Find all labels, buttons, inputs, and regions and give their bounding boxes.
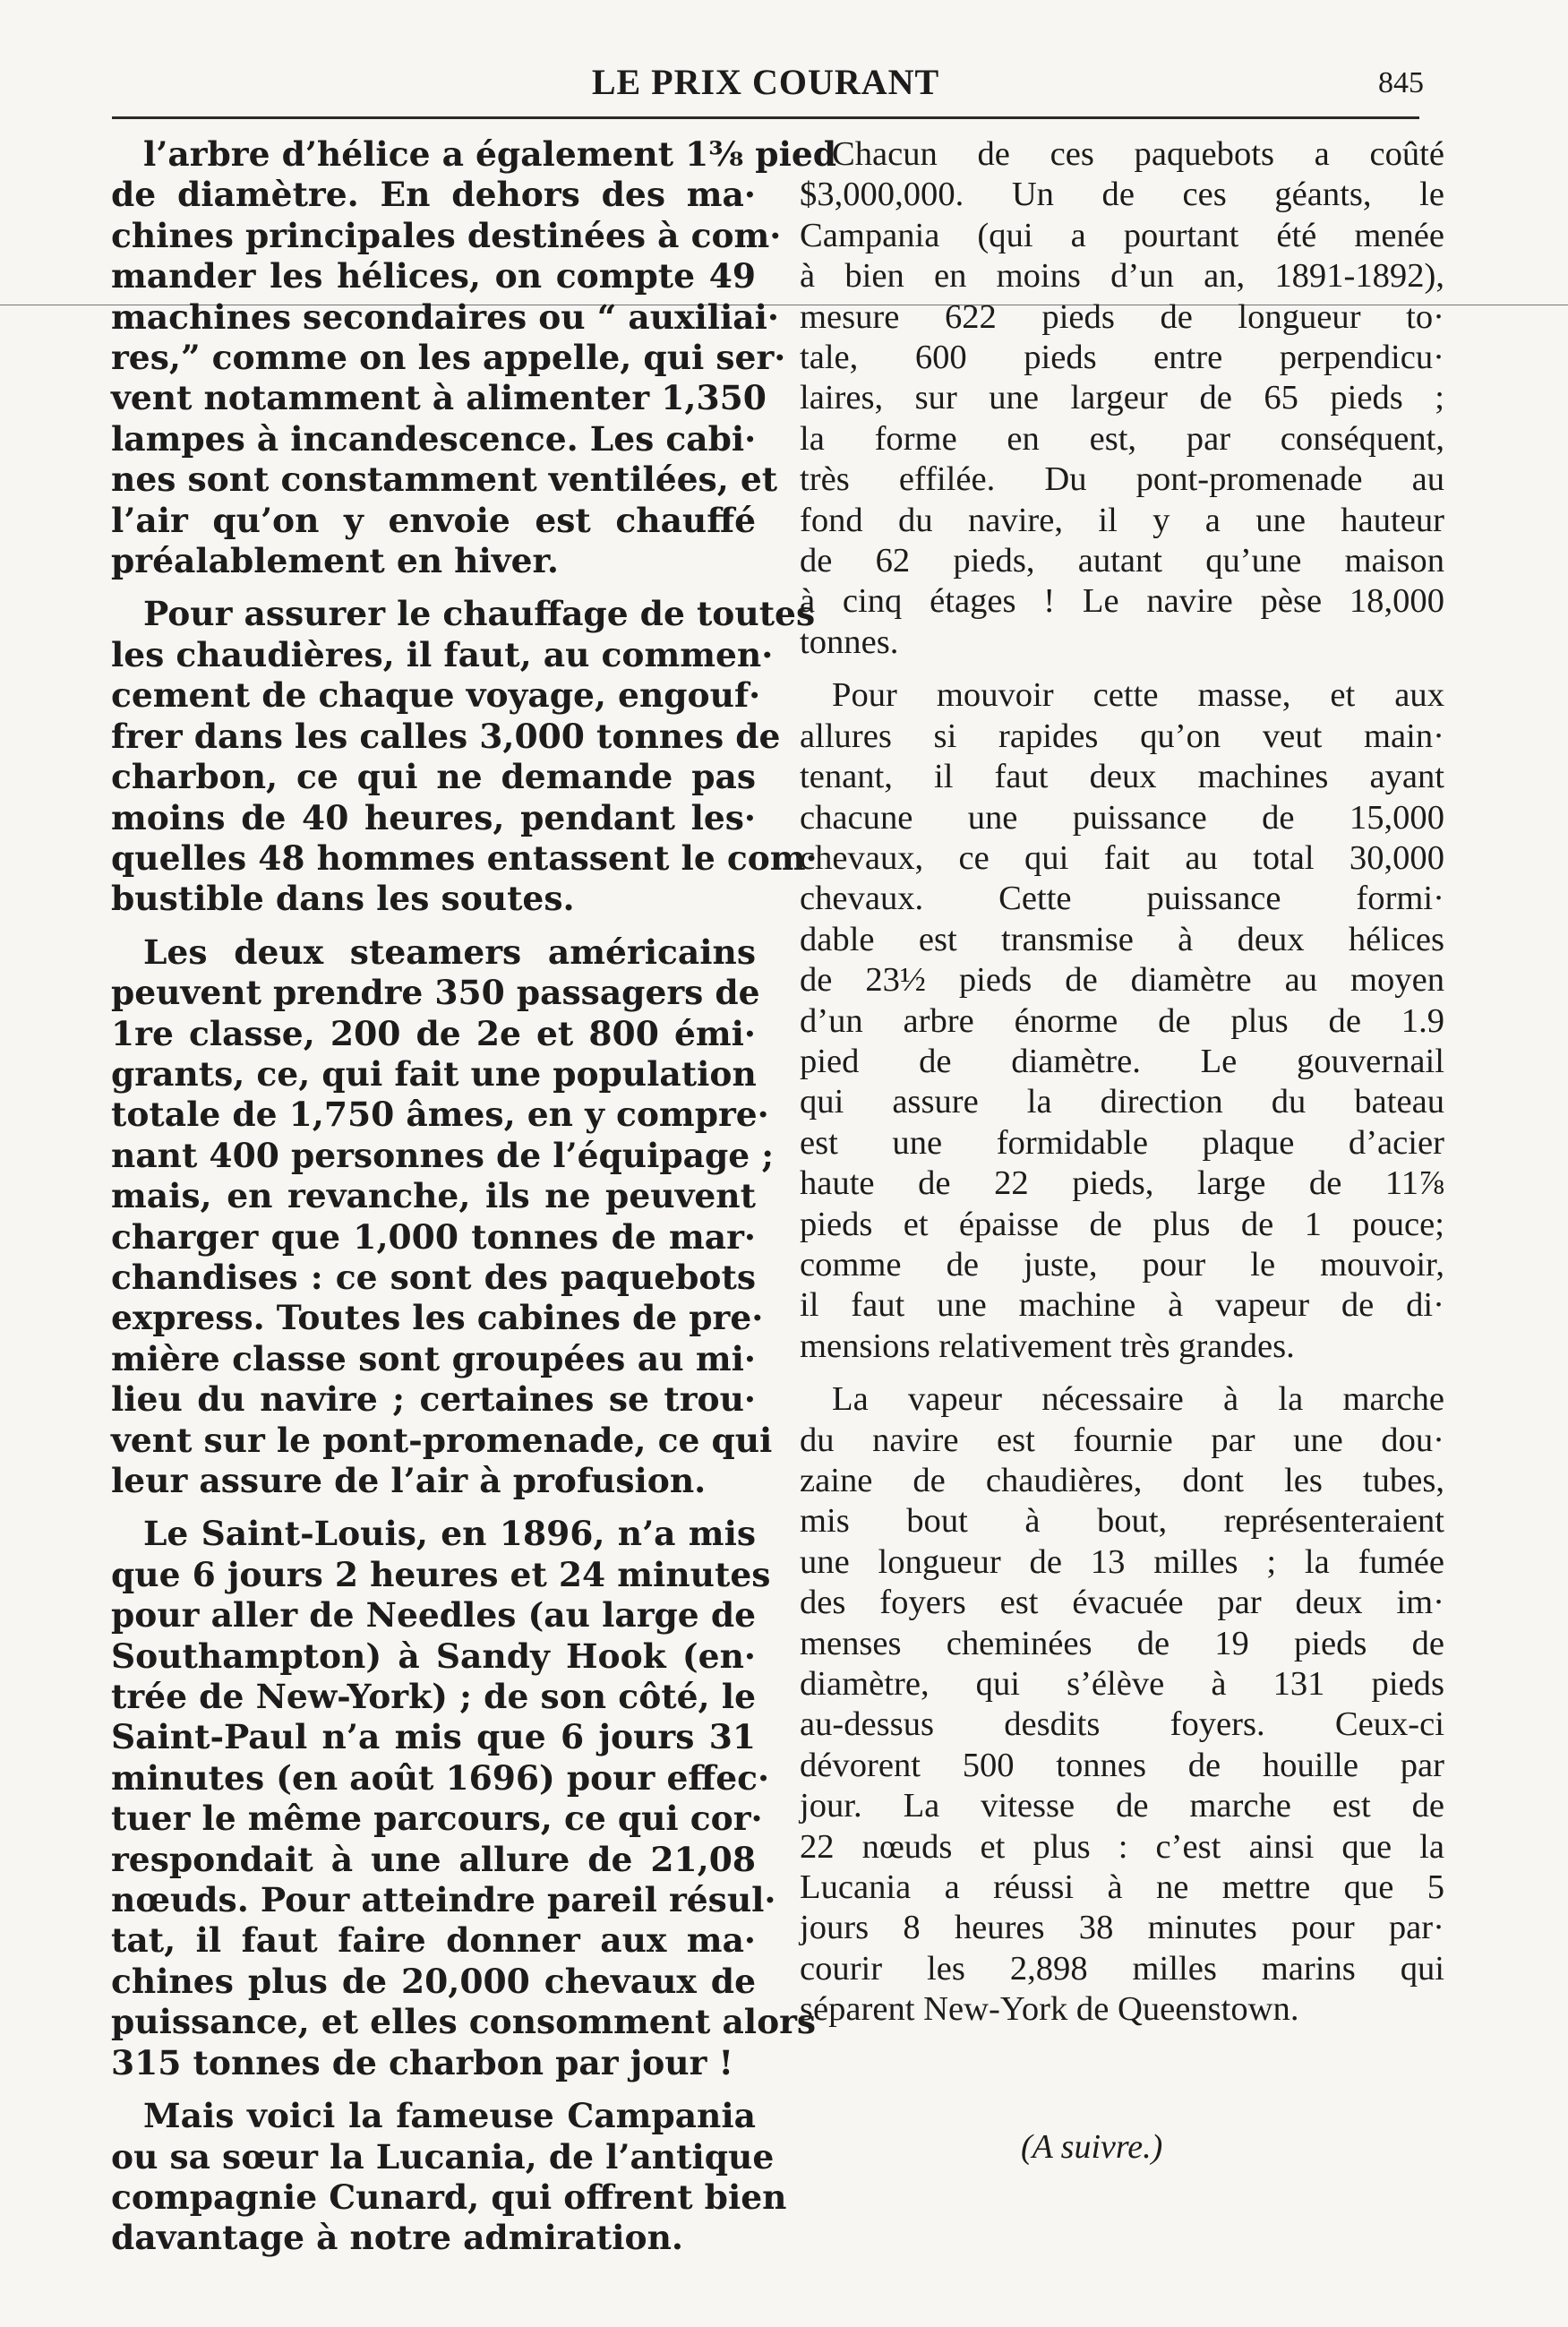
text-line: mis bout à bout, représenteraient xyxy=(800,1502,1444,1541)
text-line: de 62 pieds, autant qu’une maison xyxy=(800,542,1444,580)
text-line: express. Toutes les cabines de pre· xyxy=(111,1298,764,1338)
text-line: l’air qu’on y envoie est chauffé xyxy=(111,500,756,540)
paragraph xyxy=(800,675,1444,1367)
text-line: du navire est fournie par une dou· xyxy=(800,1421,1444,1459)
text-line: est une formidable plaque d’acier xyxy=(800,1123,1444,1162)
text-line: Pour assurer le chauffage de toutes xyxy=(143,594,816,634)
text-line: zaine de chaudières, dont les tubes, xyxy=(800,1462,1444,1499)
text-line: Mais voici la fameuse Campania xyxy=(143,2096,756,2136)
text-line: chevaux. Cette puissance formi· xyxy=(800,880,1444,918)
text-line: grants, ce, qui fait une population xyxy=(111,1053,757,1094)
text-line: diamètre, qui s’élève à 131 pieds xyxy=(800,1665,1444,1704)
text-line: courir les 2,898 milles marins qui xyxy=(800,1949,1444,1988)
text-line: Le Saint-Louis, en 1896, n’a mis xyxy=(143,1514,756,1554)
text-line: $3,000,000. Un de ces géants, le xyxy=(800,176,1444,214)
text-line: fond du navire, il y a une hauteur xyxy=(800,501,1444,539)
text-line: chines plus de 20,000 chevaux de xyxy=(111,1961,756,2001)
text-line: moins de 40 heures, pendant les· xyxy=(111,797,756,837)
text-line: nant 400 personnes de l’équipage ; xyxy=(111,1135,775,1175)
text-line: mais, en revanche, ils ne peuvent xyxy=(111,1176,756,1216)
page-header xyxy=(107,61,1424,106)
text-line: Pour mouvoir cette masse, et aux xyxy=(832,676,1444,715)
text-line: bustible dans les soutes. xyxy=(111,879,575,919)
text-line: leur assure de l’air à profusion. xyxy=(111,1461,707,1500)
text-line: à bien en moins d’un an, 1891-1892), xyxy=(800,257,1444,296)
text-line: cement de chaque voyage, engouf· xyxy=(111,675,761,716)
text-line: lampes à incandescence. Les cabi· xyxy=(111,418,757,459)
text-line: tenant, il faut deux machines ayant xyxy=(800,758,1444,796)
text-line: frer dans les calles 3,000 tonnes de xyxy=(111,716,781,756)
text-line: pied de diamètre. Le gouvernail xyxy=(800,1042,1444,1080)
text-line: Lucania a réussi à ne mettre que 5 xyxy=(800,1868,1444,1907)
text-line: trée de New-York) ; de son côté, le xyxy=(111,1677,756,1717)
text-line: haute de 22 pieds, large de 11⅞ xyxy=(800,1164,1444,1203)
text-line: des foyers est évacuée par deux im· xyxy=(800,1584,1444,1622)
text-line: de diamètre. En dehors des ma· xyxy=(111,175,756,215)
text-line: jours 8 heures 38 minutes pour par· xyxy=(800,1909,1444,1947)
text-line: compagnie Cunard, qui offrent bien xyxy=(111,2177,787,2217)
to-be-continued: (A suivre.) xyxy=(1021,2128,1163,2166)
text-line: res,” comme on les appelle, qui ser· xyxy=(111,338,786,378)
text-line: vent sur le pont-promenade, ce qui xyxy=(111,1420,773,1460)
text-line: au-dessus desdits foyers. Ceux-ci xyxy=(800,1705,1444,1744)
text-line: vent notamment à alimenter 1,350 xyxy=(111,378,767,418)
left-column xyxy=(111,134,837,2271)
text-line: charger que 1,000 tonnes de mar· xyxy=(111,1216,756,1257)
text-line: peuvent prendre 350 passagers de xyxy=(111,973,760,1013)
text-line: préalablement en hiver. xyxy=(111,541,559,581)
text-line: les chaudières, il faut, au commen· xyxy=(111,634,774,674)
text-line: La vapeur nécessaire à la marche xyxy=(832,1380,1444,1419)
text-line: pieds et épaisse de plus de 1 pouce; xyxy=(800,1205,1444,1243)
text-line: tale, 600 pieds entre perpendicu· xyxy=(800,339,1444,377)
paragraph xyxy=(111,932,775,1502)
text-line: totale de 1,750 âmes, en y compre· xyxy=(111,1095,769,1135)
text-line: tonnes. xyxy=(800,623,899,661)
text-line: pour aller de Needles (au large de xyxy=(111,1595,756,1636)
text-line: Campania (qui a pourtant été menée xyxy=(800,216,1444,254)
text-line: quelles 48 hommes entassent le com· xyxy=(111,837,818,878)
text-line: lieu du navire ; certaines se trou· xyxy=(111,1379,756,1420)
text-line: menses cheminées de 19 pieds de xyxy=(800,1624,1444,1662)
text-line: respondait à une allure de 21,08 xyxy=(111,1839,756,1879)
text-line: nœuds. Pour atteindre pareil résul· xyxy=(111,1880,776,1920)
text-line: chandises : ce sont des paquebots xyxy=(111,1257,756,1297)
text-line: chacune une puissance de 15,000 xyxy=(800,798,1444,837)
text-line: d’un arbre énorme de plus de 1.9 xyxy=(800,1001,1444,1040)
text-line: tuer le même parcours, ce qui cor· xyxy=(111,1799,763,1839)
text-line: laires, sur une largeur de 65 pieds ; xyxy=(800,379,1444,417)
text-line: de 23½ pieds de diamètre au moyen xyxy=(800,961,1444,1000)
text-line: chevaux, ce qui fait au total 30,000 xyxy=(800,838,1444,877)
paragraph xyxy=(800,134,1444,663)
text-line: mensions relativement très grandes. xyxy=(800,1327,1295,1365)
text-line: il faut une machine à vapeur de di· xyxy=(800,1286,1444,1325)
text-line: jour. La vitesse de marche est de xyxy=(800,1787,1444,1825)
text-line: l’arbre d’hélice a également 1⅜ pied xyxy=(143,134,837,174)
text-line: 315 tonnes de charbon par jour ! xyxy=(111,2042,733,2082)
text-line: tat, il faut faire donner aux ma· xyxy=(111,1920,756,1961)
paragraph xyxy=(111,2096,787,2259)
text-line: puissance, et elles consomment alors xyxy=(111,2002,817,2042)
text-line: 22 nœuds et plus : c’est ainsi que la xyxy=(800,1827,1444,1866)
text-line: ou sa sœur la Lucania, de l’antique xyxy=(111,2136,775,2177)
right-column xyxy=(800,134,1444,2043)
text-line: Saint-Paul n’a mis que 6 jours 31 xyxy=(111,1717,756,1757)
text-line: chines principales destinées à com· xyxy=(111,215,782,255)
journal-title: LE PRIX COURANT xyxy=(591,62,940,102)
text-line: machines secondaires ou “ auxiliai· xyxy=(111,296,780,337)
text-line: que 6 jours 2 heures et 24 minutes xyxy=(111,1554,771,1594)
text-line: mander les hélices, on compte 49 xyxy=(111,256,756,296)
text-line: à cinq étages ! Le navire pèse 18,000 xyxy=(800,582,1444,621)
text-line: très effilée. Du pont-promenade au xyxy=(800,460,1444,499)
text-line: la forme en est, par conséquent, xyxy=(800,419,1444,458)
text-line: qui assure la direction du bateau xyxy=(800,1083,1444,1121)
paragraph xyxy=(111,1514,817,2083)
text-line: Southampton) à Sandy Hook (en· xyxy=(111,1636,756,1676)
paragraph xyxy=(111,594,818,919)
text-line: dable est transmise à deux hélices xyxy=(800,920,1444,958)
text-line: une longueur de 13 milles ; la fumée xyxy=(800,1542,1444,1581)
text-line: dévorent 500 tonnes de houille par xyxy=(800,1746,1444,1784)
text-line: Les deux steamers américains xyxy=(143,932,756,972)
page-number: 845 xyxy=(1378,66,1424,99)
text-line: mière classe sont groupées au mi· xyxy=(111,1338,756,1378)
text-line: Chacun de ces paquebots a coûté xyxy=(832,135,1444,173)
paragraph xyxy=(111,134,837,581)
text-line: séparent New-York de Queenstown. xyxy=(800,1990,1299,2029)
paragraph xyxy=(800,1379,1444,2031)
text-line: nes sont constamment ventilées, et xyxy=(111,459,778,500)
text-line: allures si rapides qu’on veut main· xyxy=(800,717,1444,755)
text-line: 1re classe, 200 de 2e et 800 émi· xyxy=(111,1013,756,1053)
text-line: davantage à notre admiration. xyxy=(111,2218,683,2258)
header-divider xyxy=(112,116,1419,119)
text-line: minutes (en août 1696) pour effec· xyxy=(111,1757,770,1798)
text-line: mesure 622 pieds de longueur to· xyxy=(800,297,1444,336)
text-line: comme de juste, pour le mouvoir, xyxy=(800,1245,1444,1284)
text-line: charbon, ce qui ne demande pas xyxy=(111,757,756,797)
